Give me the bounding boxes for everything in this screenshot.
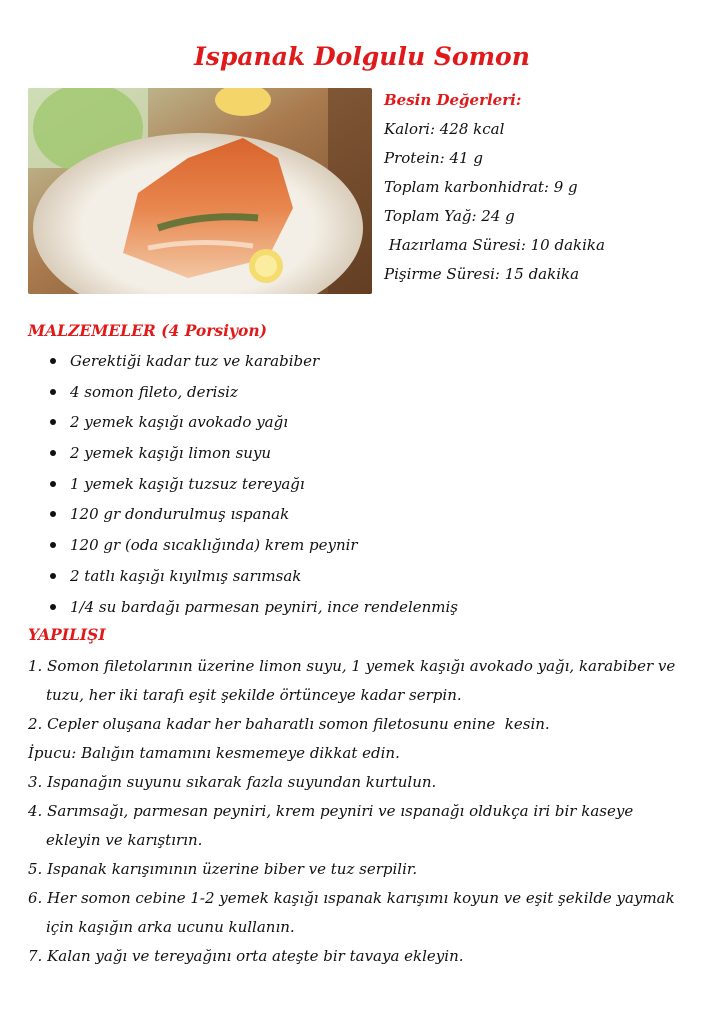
bullet-icon: [50, 573, 56, 579]
bullet-icon: [50, 542, 56, 548]
carbohydrates: Toplam karbonhidrat: 9 g: [384, 178, 578, 196]
prep-time: Hazırlama Süresi: 10 dakika: [384, 236, 605, 254]
list-item: 2 tatlı kaşığı kıyılmış sarımsak: [48, 564, 458, 595]
bullet-icon: [50, 389, 56, 395]
step-6: 6. Her somon cebine 1-2 yemek kaşığı ıspanak karışımı koyun ve eşit şekilde yaymak: [28, 889, 675, 907]
bullet-icon: [50, 450, 56, 456]
bullet-icon: [50, 481, 56, 487]
step-4-continued: ekleyin ve karıştırın.: [46, 831, 203, 849]
ingredients-heading: MALZEMELER (4 Porsiyon): [28, 321, 267, 340]
list-item: 2 yemek kaşığı avokado yağı: [48, 410, 458, 441]
tip: İpucu: Balığın tamamını kesmemeye dikkat edin.: [28, 744, 400, 762]
list-item: 120 gr (oda sıcaklığında) krem peynir: [48, 533, 458, 564]
step-1-continued: tuzu, her iki tarafı eşit şekilde örtünceye kadar serpin.: [46, 686, 462, 704]
nutrition-facts: [384, 89, 605, 292]
fat: Toplam Yağ: 24 g: [384, 207, 515, 225]
list-item: 1 yemek kaşığı tuzsuz tereyağı: [48, 472, 458, 503]
list-item: 2 yemek kaşığı limon suyu: [48, 441, 458, 472]
step-2: 2. Cepler oluşana kadar her baharatlı somon filetosunu enine kesin.: [28, 715, 550, 733]
list-item: 1/4 su bardağı parmesan peyniri, ince rendelenmiş: [48, 595, 458, 626]
step-6-continued: için kaşığın arka ucunu kullanın.: [46, 918, 295, 936]
cook-time: Pişirme Süresi: 15 dakika: [384, 265, 580, 283]
step-5: 5. Ispanak karışımının üzerine biber ve tuz serpilir.: [28, 860, 418, 878]
step-3: 3. Ispanağın suyunu sıkarak fazla suyundan kurtulun.: [28, 773, 437, 791]
bullet-icon: [50, 604, 56, 610]
instructions-list: [28, 652, 698, 971]
step-1: 1. Somon filetolarının üzerine limon suyu, 1 yemek kaşığı avokado yağı, karabiber ve: [28, 657, 676, 675]
page-title: Ispanak Dolgulu Somon: [194, 42, 530, 71]
step-7: 7. Kalan yağı ve tereyağını orta ateşte bir tavaya ekleyin.: [28, 947, 464, 965]
calories: Kalori: 428 kcal: [384, 120, 505, 138]
list-item: Gerektiği kadar tuz ve karabiber: [48, 349, 458, 380]
list-item: 120 gr dondurulmuş ıspanak: [48, 502, 458, 533]
ingredients-list: [48, 349, 458, 625]
bullet-icon: [50, 511, 56, 517]
bullet-icon: [50, 419, 56, 425]
instructions-heading: YAPILIŞI: [28, 625, 106, 644]
nutrition-heading: Besin Değerleri:: [384, 91, 522, 109]
bullet-icon: [50, 358, 56, 364]
list-item: 4 somon fileto, derisiz: [48, 380, 458, 411]
step-4: 4. Sarımsağı, parmesan peyniri, krem peyniri ve ıspanağı oldukça iri bir kaseye: [28, 802, 634, 820]
salmon-dish-photo: [28, 88, 372, 294]
protein: Protein: 41 g: [384, 149, 483, 167]
